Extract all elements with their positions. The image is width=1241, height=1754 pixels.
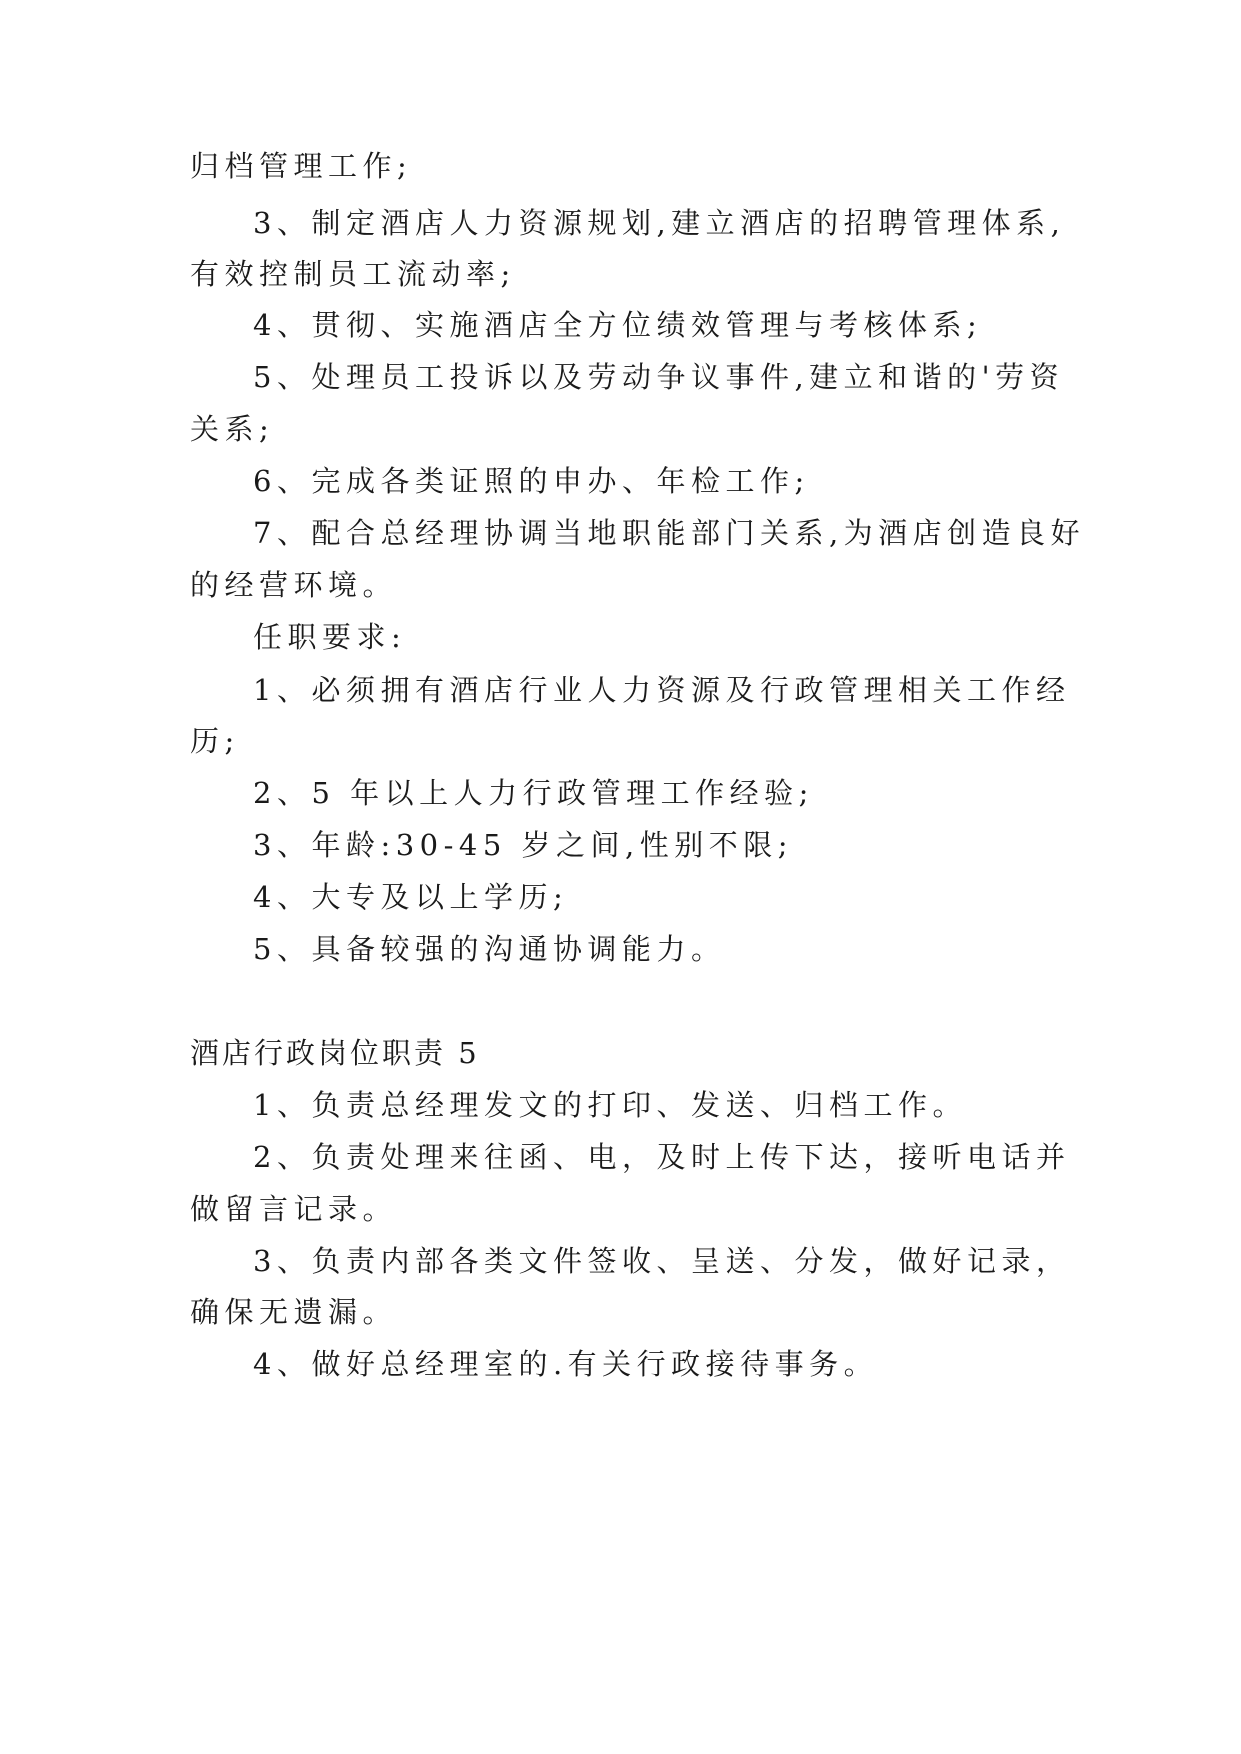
text-line: 7、配合总经理协调当地职能部门关系,为酒店创造良好 bbox=[253, 516, 1086, 550]
text-line: 关系; bbox=[190, 412, 275, 446]
text-line: 3、制定酒店人力资源规划,建立酒店的招聘管理体系, bbox=[253, 206, 1066, 240]
text-line: 的经营环境。 bbox=[190, 568, 398, 602]
text-line: 4、做好总经理室的.有关行政接待事务。 bbox=[253, 1347, 879, 1381]
text-line: 3、负责内部各类文件签收、呈送、分发，做好记录， bbox=[253, 1244, 1071, 1278]
text-line: 5、具备较强的沟通协调能力。 bbox=[253, 932, 726, 966]
text-line: 2、负责处理来往函、电，及时上传下达，接听电话并 bbox=[253, 1140, 1071, 1174]
text-line: 做留言记录。 bbox=[190, 1192, 398, 1226]
text-line: 有效控制员工流动率; bbox=[190, 257, 516, 291]
text-line: 2、5 年以上人力行政管理工作经验; bbox=[253, 776, 814, 810]
text-line: 1、负责总经理发文的打印、发送、归档工作。 bbox=[253, 1088, 967, 1122]
text-line: 归档管理工作; bbox=[190, 149, 413, 183]
text-line: 历; bbox=[190, 724, 240, 758]
text-line: 确保无遗漏。 bbox=[190, 1295, 398, 1329]
text-line: 1、必须拥有酒店行业人力资源及行政管理相关工作经 bbox=[253, 673, 1071, 707]
text-line: 4、大专及以上学历; bbox=[253, 880, 569, 914]
text-line: 5、处理员工投诉以及劳动争议事件,建立和谐的'劳资 bbox=[253, 360, 1065, 394]
text-line: 4、贯彻、实施酒店全方位绩效管理与考核体系; bbox=[253, 308, 983, 342]
section-subheading: 任职要求: bbox=[253, 620, 407, 654]
text-line: 6、完成各类证照的申办、年检工作; bbox=[253, 464, 810, 498]
text-line: 3、年龄:30-45 岁之间,性别不限; bbox=[253, 828, 794, 862]
section-heading: 酒店行政岗位职责 5 bbox=[190, 1036, 480, 1070]
